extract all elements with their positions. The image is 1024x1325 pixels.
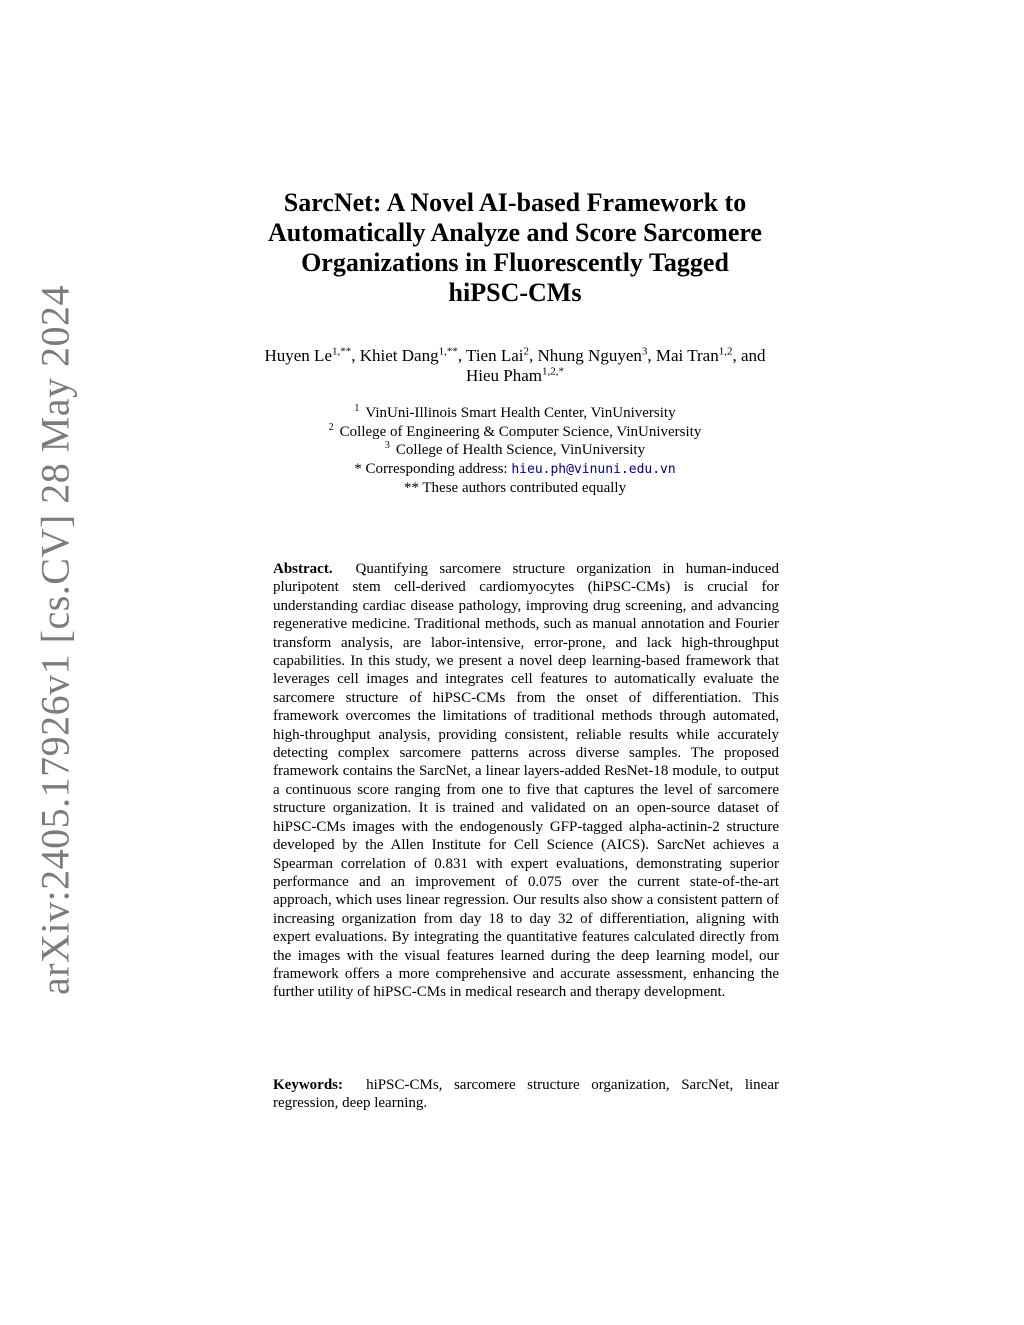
author-separator: , and: [732, 346, 766, 365]
paper-header: [230, 188, 800, 498]
title-line: hiPSC-CMs: [448, 278, 582, 307]
affiliation-number: 3: [384, 440, 390, 451]
author-list: [230, 346, 800, 386]
author-line: [230, 366, 800, 386]
author-affiliation-mark: 1,2: [718, 345, 733, 358]
author-affiliation-mark: 1,2,*: [542, 365, 565, 378]
affiliation: [230, 404, 800, 423]
author-line: [230, 346, 800, 366]
affiliation-list: [230, 404, 800, 498]
author-affiliation-mark: 3: [641, 345, 648, 358]
author-affiliation-mark: 1,**: [438, 345, 458, 358]
affiliation: [230, 423, 800, 442]
author-name: Khiet Dang: [359, 346, 439, 365]
affiliation-number: 1: [354, 403, 360, 414]
author-separator: ,: [529, 346, 538, 365]
author-name: Mai Tran: [655, 346, 719, 365]
abstract: [273, 560, 779, 1002]
corresponding-label: * Corresponding address:: [354, 460, 512, 477]
author-name: Tien Lai: [466, 346, 524, 365]
arxiv-identifier: arXiv:2405.17926v1 [cs.CV] 28 May 2024: [32, 284, 78, 996]
affiliation-text: College of Engineering & Computer Science, VinUniversity: [339, 423, 702, 440]
author-name: Nhung Nguyen: [537, 346, 642, 365]
author-affiliation-mark: 2: [523, 345, 530, 358]
author-name: Hieu Pham: [465, 366, 543, 385]
equal-contribution-note: ** These authors contributed equally: [403, 480, 627, 496]
abstract-text: Quantifying sarcomere structure organization in human-induced pluripotent stem cell-derived cardiomyocytes (hiPSC-CMs) is crucial for understanding cardiac disease pathology, improving drug screening, and advancing regenerative medicine. Traditional methods, such as manual annotation and Fourier transform analysis, are labor-intensive, error-prone, and lack high-throughput capabilities. In this study, we present a novel deep learning-based framework that leverages cell images and integrates cell features to automatically evaluate the sarcomere structure of hiPSC-CMs from the onset of differentiation. This framework overcomes the limitations of traditional methods through automated, high-throughput analysis, providing consistent, reliable results while accurately detecting complex sarcomere patterns across diverse samples. The proposed framework contains the SarcNet, a linear layers-added ResNet-18 module, to output a continuous score ranging from one to five that captures the level of sarcomere structure organization. It is trained and validated on an open-source dataset of hiPSC-CMs images with the endogenously GFP-tagged alpha-actinin-2 structure developed by the Allen Institute for Cell Science (AICS). SarcNet achieves a Spearman correlation of 0.831 with expert evaluations, demonstrating superior performance and an improvement of 0.075 over the current state-of-the-art approach, which uses linear regression. Our results also show a consistent pattern of increasing organization from day 18 to day 32 of differentiation, aligning with expert evaluations. By integrating the quantitative features calculated directly from the images with the visual features learned during the deep learning model, our framework offers a more comprehensive and accurate assessment, enhancing the further utility of hiPSC-CMs in medical research and therapy development.: [273, 561, 780, 1001]
affiliation-text: College of Health Science, VinUniversity: [395, 442, 646, 458]
title-line: Organizations in Fluorescently Tagged: [301, 248, 729, 277]
paper-title: [230, 188, 800, 308]
affiliation-text: VinUni-Illinois Smart Health Center, VinUniversity: [365, 405, 676, 421]
affiliation-number: 2: [328, 421, 334, 433]
author-separator: ,: [457, 346, 467, 365]
title-line: SarcNet: A Novel AI-based Framework to: [283, 188, 747, 217]
author-separator: ,: [647, 346, 656, 365]
author-separator: ,: [351, 346, 360, 365]
affiliation: [230, 441, 800, 460]
keywords: [273, 1076, 779, 1113]
corresponding-email-link[interactable]: hieu.ph@vinuni.edu.vn: [511, 461, 676, 477]
keywords-label: Keywords:: [273, 1077, 367, 1093]
author-name: Huyen Le: [264, 346, 332, 365]
author-affiliation-mark: 1,**: [332, 345, 352, 358]
corresponding-address: [230, 460, 800, 480]
keywords-text: hiPSC-CMs, sarcomere structure organization, SarcNet, linear regression, deep learning.: [273, 1077, 779, 1112]
abstract-label: Abstract.: [273, 561, 356, 577]
title-line: Automatically Analyze and Score Sarcomere: [268, 218, 762, 247]
